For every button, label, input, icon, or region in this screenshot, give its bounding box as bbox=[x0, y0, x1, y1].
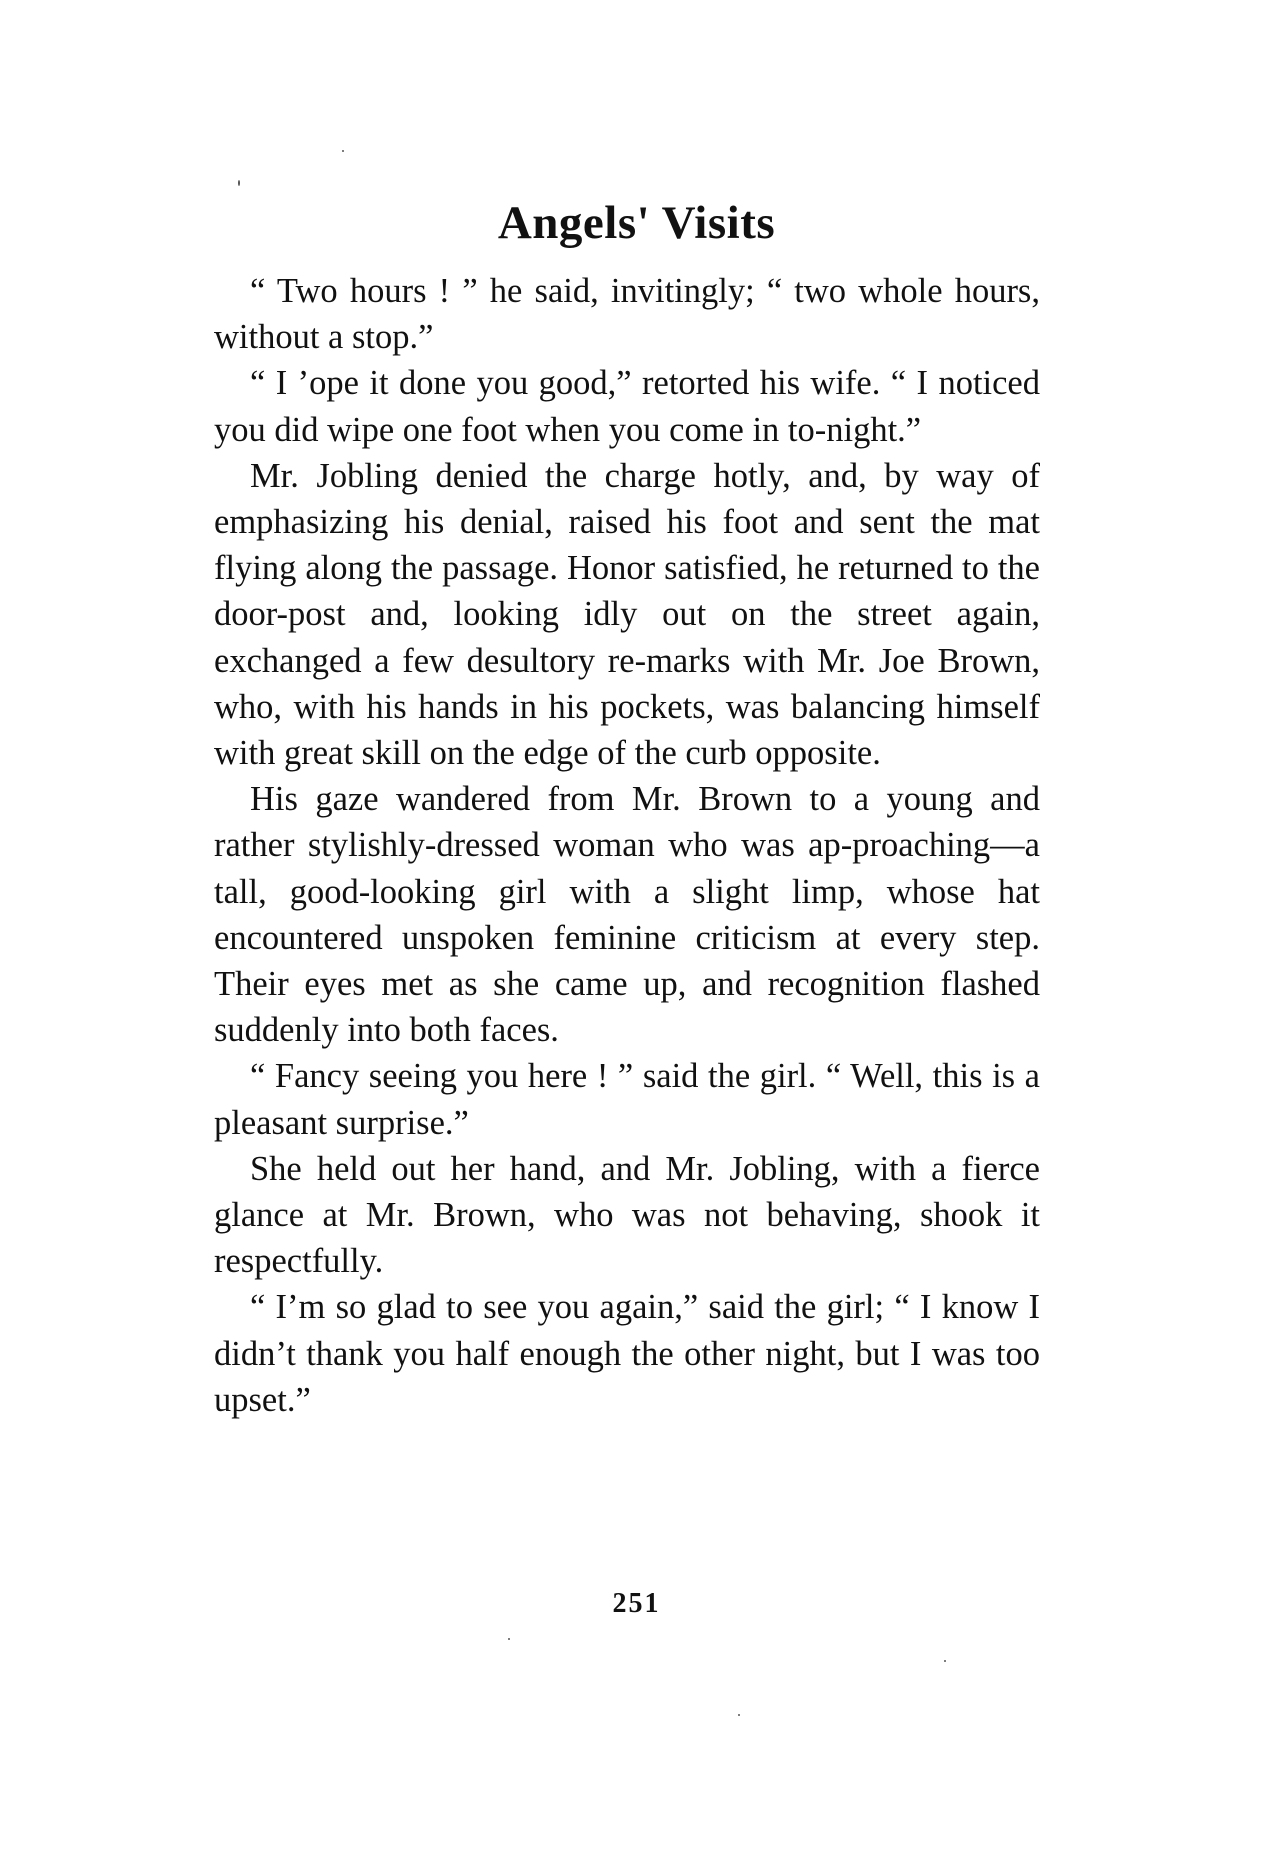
paragraph: “ I’m so glad to see you again,” said the girl; “ I know I didn’t thank you half enough the other night, but I was too upset.” bbox=[214, 1288, 1040, 1419]
running-head: Angels' Visits bbox=[497, 197, 776, 249]
page-number: 251 bbox=[612, 1588, 661, 1619]
paragraph: “ I ’ope it done you good,” retorted his wife. “ I noticed you did wipe one foot when you come in to-night.” bbox=[214, 364, 1040, 449]
scan-speck bbox=[342, 150, 344, 152]
paragraph: She held out her hand, and Mr. Jobling, with a fierce glance at Mr. Brown, who was not behaving, shook it respectfully. bbox=[214, 1149, 1040, 1281]
scan-speck bbox=[944, 1660, 946, 1662]
body-text bbox=[214, 268, 1040, 1423]
paragraph: “ Two hours ! ” he said, invitingly; “ two whole hours, without a stop.” bbox=[214, 272, 1040, 357]
scan-speck bbox=[508, 1638, 510, 1640]
paragraph: Mr. Jobling denied the charge hotly, and, by way of emphasizing his denial, raised his foot and sent the mat flying along the passage. Honor satisfied, he returned to the door-post and, looking idly out on the street again, exchanged a few desultory re-marks with Mr. Joe Brown, who, with his hands in his pockets, was balancing himself with great skill on the edge of the curb opposite. bbox=[214, 456, 1040, 773]
scan-speck bbox=[238, 180, 240, 186]
scan-speck bbox=[738, 1714, 740, 1716]
paragraph: His gaze wandered from Mr. Brown to a young and rather stylishly-dressed woman who was ap-proaching—a tall, good-looking girl with a slight limp, whose hat encountered unspoken feminine criticism at every step. Their eyes met as she came up, and recognition flashed suddenly into both faces. bbox=[214, 780, 1040, 1050]
paragraph: “ Fancy seeing you here ! ” said the girl. “ Well, this is a pleasant surprise.” bbox=[214, 1057, 1040, 1142]
